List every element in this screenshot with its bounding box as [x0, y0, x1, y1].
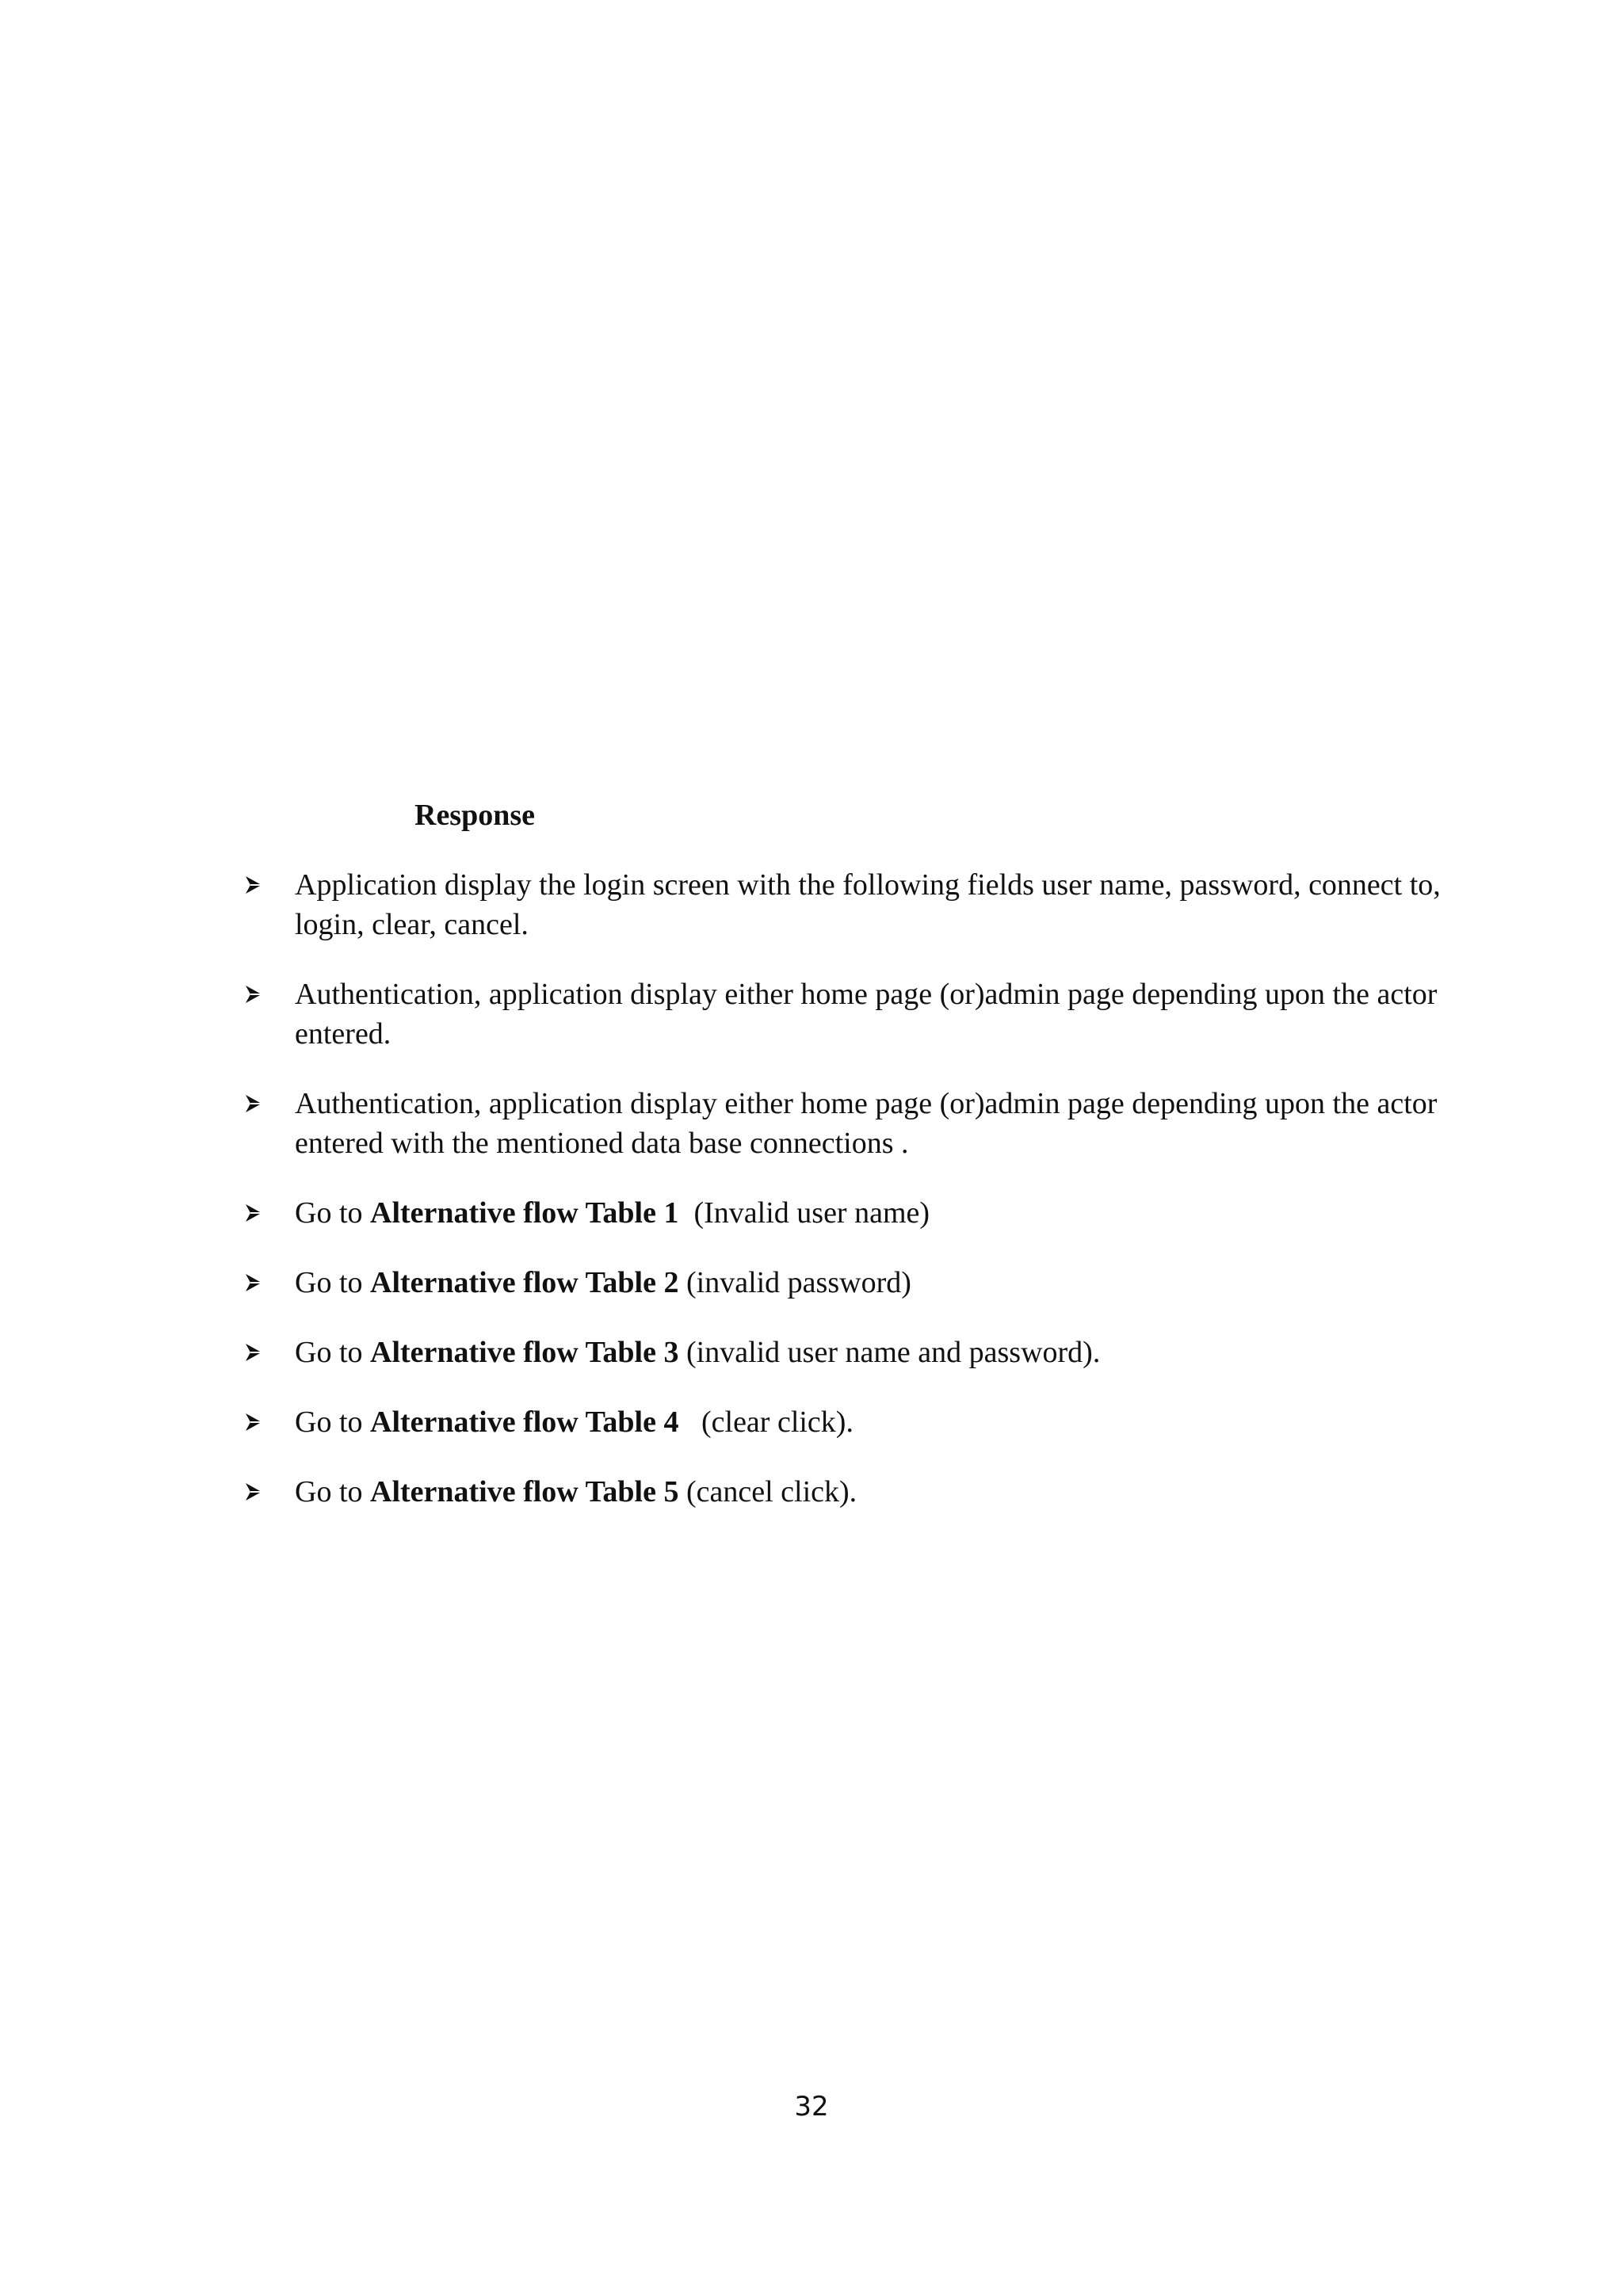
bullet-text	[295, 1266, 911, 1299]
bullet-text-segment: Authentication, application display either home page (or)admin page depending upon the actor entered.	[295, 978, 1438, 1051]
bullet-text-segment: Go to	[295, 1475, 370, 1508]
bullet-text	[295, 978, 1437, 1051]
arrow-bullet-icon	[244, 1342, 263, 1363]
bullet-text-segment: (Invalid user name)	[678, 1196, 930, 1230]
bullet-text-segment: (invalid password)	[678, 1266, 911, 1299]
bullet-text	[295, 1475, 857, 1508]
bullet-text	[295, 1336, 1100, 1369]
bullet-text	[295, 1405, 854, 1439]
bullet-bold-reference: Alternative flow Table 3	[370, 1336, 679, 1369]
bullet-item	[242, 1263, 1447, 1302]
bullet-text-segment: Go to	[295, 1196, 370, 1230]
arrow-bullet-icon	[244, 1093, 263, 1114]
bullet-text	[295, 868, 1441, 941]
bullet-text	[295, 1087, 1437, 1160]
bullet-item	[242, 865, 1447, 944]
bullet-item	[242, 1333, 1447, 1372]
bullet-text-segment: (cancel click).	[678, 1475, 857, 1508]
bullet-text	[295, 1196, 930, 1230]
arrow-bullet-icon	[244, 875, 263, 895]
bullet-text-segment: Go to	[295, 1405, 370, 1439]
arrow-bullet-icon	[244, 1412, 263, 1432]
arrow-bullet-icon	[244, 1203, 263, 1223]
arrow-bullet-icon	[244, 1482, 263, 1502]
bullet-item	[242, 1193, 1447, 1233]
bullet-item	[242, 1402, 1447, 1442]
bullet-bold-reference: Alternative flow Table 1	[370, 1196, 679, 1230]
bullet-bold-reference: Alternative flow Table 5	[370, 1475, 679, 1508]
bullet-bold-reference: Alternative flow Table 4	[370, 1405, 679, 1439]
bullet-item	[242, 1084, 1447, 1163]
response-bullet-list	[242, 865, 1447, 1542]
bullet-text-segment: (invalid user name and password).	[678, 1336, 1101, 1369]
arrow-bullet-icon	[244, 1272, 263, 1293]
bullet-bold-reference: Alternative flow Table 2	[370, 1266, 679, 1299]
bullet-text-segment: Application display the login screen with the following fields user name, password, connect to, login, clear, cancel.	[295, 868, 1441, 941]
bullet-text-segment: Go to	[295, 1336, 370, 1369]
bullet-text-segment: (clear click).	[678, 1405, 854, 1439]
bullet-text-segment: Go to	[295, 1266, 370, 1299]
bullet-item	[242, 974, 1447, 1054]
arrow-bullet-icon	[244, 984, 263, 1005]
page-number: 32	[794, 2091, 829, 2122]
section-heading: Response	[414, 799, 536, 832]
bullet-text-segment: Authentication, application display either home page (or)admin page depending upon the actor entered with the mentioned data base connections .	[295, 1087, 1438, 1160]
bullet-item	[242, 1472, 1447, 1512]
